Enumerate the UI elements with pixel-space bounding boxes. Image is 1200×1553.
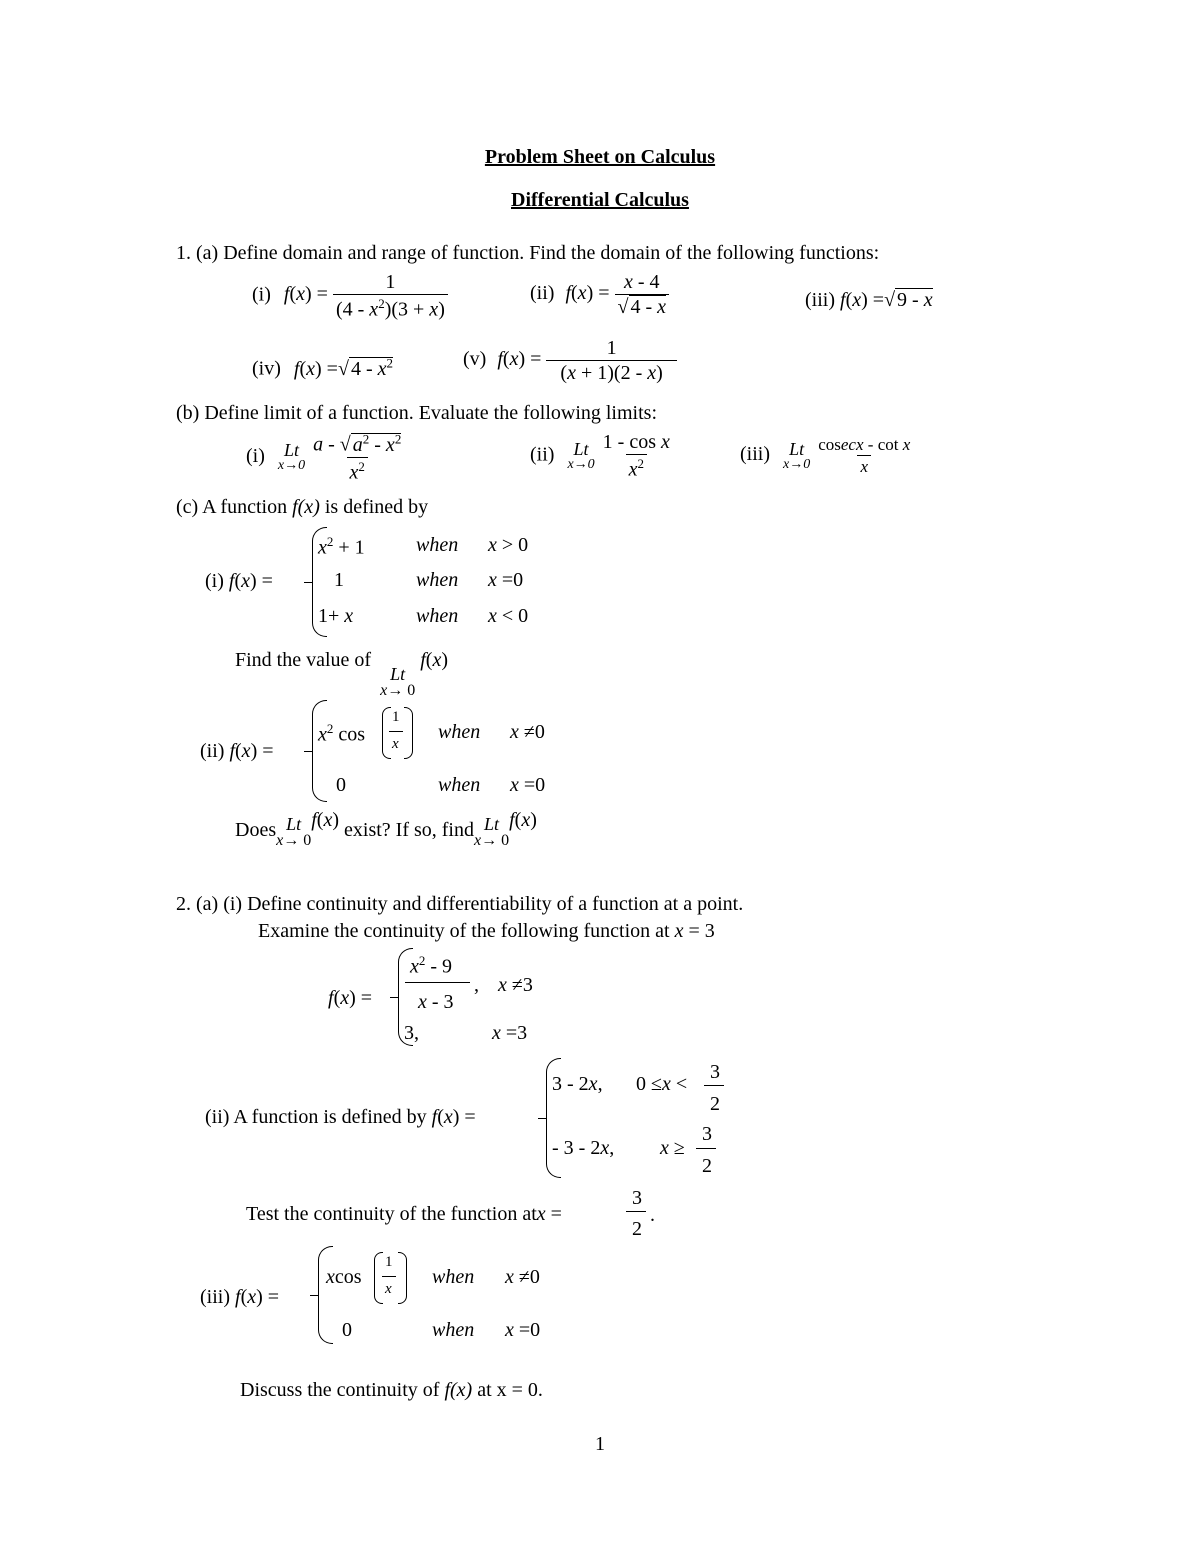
frac-den: x [392,736,399,752]
frac-den: x [385,1281,392,1297]
frac-num: 3 [702,1123,712,1145]
discuss-post: at x = 0. [472,1379,543,1401]
case-cond: x =0 [505,1319,541,1341]
q2-iii-label: (iii) f(x) = [200,1286,280,1308]
frac-line [704,1085,724,1086]
examine-text: Examine the continuity of the following function at [258,920,670,942]
case-when: when [432,1266,475,1288]
frac-line [626,1211,646,1212]
case-cond: x =0 [510,774,546,796]
frac-num: 3 [710,1061,720,1083]
paren [382,707,391,759]
fraction: $\frac{\text{cosecx - cot x}}{x}$ [818,435,911,476]
q1a-ii: (ii) f(x) = $\frac{x - 4}{√ 4 - x}$ [530,272,669,317]
paren [404,707,413,759]
find-value-text: Find the value of [235,649,372,671]
case-when: when [438,721,481,743]
case-row: xcos [326,1266,362,1288]
q1c-post: is defined by [319,496,429,518]
label-v: (v) [463,348,487,371]
case-cond: x =0 [488,569,524,591]
q1b-text: (b) Define limit of a function. Evaluate the following limits: [176,402,657,424]
case-row: 1 [334,569,344,591]
label-i: (i) [205,570,224,592]
label-ii: (ii) [530,282,555,305]
case-row: $x^2$ cos [318,721,366,746]
frac-line [389,731,403,732]
q2-test: Test the continuity of the function atx = [246,1203,562,1225]
case-row: 1+ x [318,605,354,627]
q1c-pre: (c) A function [176,496,293,518]
case-cond: x > 0 [488,534,529,556]
q1c-text [176,497,428,517]
page-subtitle: Differential Calculus [511,189,689,211]
label-iii: (iii) [805,289,835,311]
case-row: 0 [342,1319,352,1341]
q1b-ii: (ii) Lt x→0 $\frac{\text{1 - cos x}}{x^2}$ [530,432,673,480]
case-cond: x ≠0 [510,721,545,743]
frac-den: 2 [702,1155,712,1177]
frac-line [382,1276,396,1277]
brace [312,700,327,802]
q1c-does: Does Lt x→ 0 f(x) exist? If so, find Lt x→ 0 f(x) [235,809,537,849]
frac-den: 2 [632,1218,642,1240]
comma: , [474,974,479,996]
frac-den: 2 [710,1093,720,1115]
q2-ii-text: (ii) A function is defined by f(x) = [205,1106,476,1128]
case-when: when [416,605,459,627]
period: . [650,1204,655,1226]
discuss-fx: f(x) [444,1379,473,1401]
q2-i-fx: f(x) = [328,987,373,1009]
q2a-text: 2. (a) (i) Define continuity and differentiability of a function at a point. [176,893,744,915]
fraction: $\frac{1}{(4 - x^2)(3 + x)}$ [333,272,448,320]
case-row: - 3 - 2x, [552,1137,615,1159]
label-ii: (ii) [200,740,225,762]
case-row: $x^2 + 1$ [318,534,365,559]
case-when: when [432,1319,475,1341]
label-i: (i) [246,444,265,467]
frac-line [405,982,470,983]
page-title: Problem Sheet on Calculus [484,146,716,168]
case-when: when [438,774,481,796]
q2-discuss [240,1380,543,1400]
label-i: (i) [252,283,271,306]
case-row: 3 - 2x, [552,1073,603,1095]
frac-num: 1 [385,1254,393,1270]
case-cond: x ≠3 [498,974,533,996]
frac-den: x - 3 [418,991,454,1013]
case-when: when [416,534,459,556]
exist-text: exist? If so, find [344,819,474,841]
ii-text: (ii) A function is defined by [205,1106,427,1128]
q1a-text: 1. (a) Define domain and range of function. Find the domain of the following functions: [176,242,880,264]
fraction: $\frac{x - 4}{√ 4 - x}$ [615,272,670,317]
label-iii: (iii) [740,443,770,466]
fraction: $\frac{a - √ a^2 - x^2}{x^2}$ [313,431,402,484]
q1c-fx: f(x) [292,496,320,518]
label-ii: (ii) [530,443,555,466]
case-cond: x < 0 [488,605,529,627]
fraction: $\frac{\text{1 - cos x}}{x^2}$ [602,431,670,481]
label-iii: (iii) [200,1286,230,1308]
frac-line [696,1148,716,1149]
q2-examine: Examine the continuity of the following function at x = 3 [258,920,715,942]
case-cond: 0 ≤x < [636,1073,688,1095]
frac-num: $x^2 - 9$ [410,953,453,978]
case-cond: x =3 [492,1022,528,1044]
label-iv: (iv) [252,357,281,380]
paren [398,1252,407,1304]
q1c-ii-label: (ii) f(x) = [200,740,274,762]
does-text: Does [235,819,277,841]
q1a-iii: (iii) f(x) =√ 9 - x [805,289,933,311]
fraction: $\frac{1}{(x + 1)(2 - x)}$ [546,338,676,383]
case-cond: x ≥ [660,1137,685,1159]
brace [318,1246,333,1344]
frac-num: 1 [392,709,400,725]
case-when: when [416,569,459,591]
q1a-iv: (iv) f(x) =√ $4 - x^2$ [252,355,393,380]
test-text: Test the continuity of the function at [246,1203,537,1225]
q1c-find-value: Find the value of Lt x→ 0 f(x) [235,649,448,699]
frac-num: 3 [632,1187,642,1209]
case-cond: x ≠0 [505,1266,540,1288]
discuss-pre: Discuss the continuity of [240,1379,445,1401]
q1c-i-label: (i) f(x) = [205,570,273,592]
case-row: 0 [336,774,346,796]
q1a-v: (v) f(x) = $\frac{1}{(x + 1)(2 - x)}$ [463,338,677,383]
q1a-i: (i) f(x) = $\frac{1}{(4 - x^2)(3 + x)}$ [252,272,448,320]
paren [374,1252,383,1304]
q1b-i: (i) Lt x→0 $\frac{a - √ a^2 - x^2}{x^2}$ [246,432,404,482]
q1b-iii: (iii) Lt x→0 $\frac{\text{cosecx - cot x}}{x}$ [740,436,913,475]
page-number: 1 [595,1433,605,1455]
case-row: 3, [404,1022,419,1044]
